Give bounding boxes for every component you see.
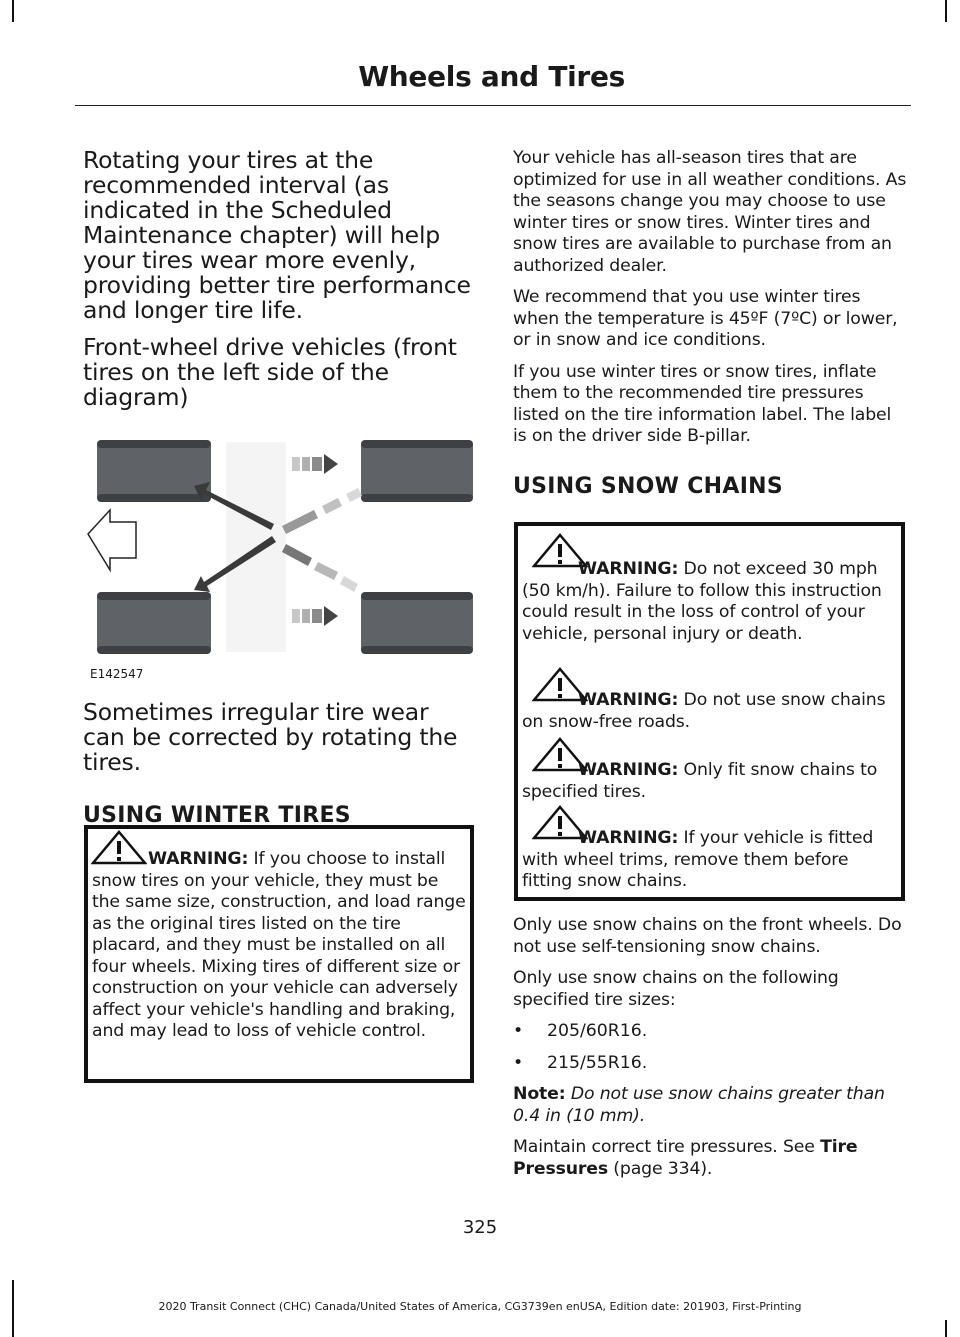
section-heading-snow-chains: USING SNOW CHAINS bbox=[513, 473, 784, 499]
forward-direction-arrow-icon bbox=[88, 510, 136, 570]
rear-left-to-front-right-arrow-icon bbox=[292, 454, 338, 474]
maintain-pressure-paragraph bbox=[513, 1137, 908, 1180]
section-heading-winter-tires: USING WINTER TIRES bbox=[83, 803, 351, 828]
warning-text-snow-free-roads bbox=[522, 690, 902, 733]
warning-text-speed bbox=[522, 559, 902, 645]
right-column bbox=[513, 148, 908, 499]
warning-body: If your vehicle is fitted with wheel trims, remove them before fitting snow chains. bbox=[522, 828, 874, 891]
diagonal-dashed-arrows-icon bbox=[282, 488, 362, 592]
note-text: Do not use snow chains greater than 0.4 in (10 mm). bbox=[513, 1084, 885, 1126]
tire-rear-right bbox=[361, 592, 473, 654]
figure-id: E142547 bbox=[90, 667, 144, 681]
bullet-icon: • bbox=[513, 1021, 524, 1041]
warning-body: Do not exceed 30 mph (50 km/h). Failure to follow this instruction could result in the loss of control of your vehicle, personal injury or death. bbox=[522, 559, 882, 644]
rear-right-to-front-right-arrow-icon bbox=[292, 606, 338, 626]
inflate-paragraph: If you use winter tires or snow tires, inflate them to the recommended tire pressures listed on the tire information label. The label is on the driver side B-pillar. bbox=[513, 361, 892, 446]
tire-front-right bbox=[361, 440, 473, 502]
header-rule bbox=[75, 105, 911, 106]
warning-body: If you choose to install snow tires on your vehicle, they must be the same size, construction, and load range as the original tires listed on the tire placard, and they must be installed on all four wheels. Mixing tires of different size or construction on your vehicle can adversely affect your vehicle's handling and braking, and may lead to loss of vehicle control. bbox=[92, 849, 466, 1041]
intro-paragraph: Rotating your tires at the recommended interval (as indicated in the Scheduled Maintenance chapter) will help your tires wear more evenly, providing better tire performance and longer tire life. bbox=[83, 146, 471, 324]
irregular-wear-paragraph: Sometimes irregular tire wear can be corrected by rotating the tires. bbox=[83, 698, 458, 776]
maintain-pressure-text: Maintain correct tire pressures. See bbox=[513, 1137, 821, 1157]
warning-label: WARNING: bbox=[578, 559, 679, 579]
warning-label: WARNING: bbox=[578, 828, 679, 848]
warning-text-wheel-trims bbox=[522, 828, 902, 893]
footer-text: 2020 Transit Connect (CHC) Canada/United States of America, CG3739en enUSA, Edition date: 201903, First-Printing bbox=[158, 1300, 802, 1313]
tire-pressures-link[interactable]: Tire Pressures bbox=[513, 1137, 858, 1179]
note-paragraph bbox=[513, 1084, 908, 1127]
bullet-icon: • bbox=[513, 1052, 524, 1073]
crop-mark-top-left bbox=[12, 0, 14, 22]
warning-label: WARNING: bbox=[578, 690, 679, 710]
page-number: 325 bbox=[462, 1217, 498, 1238]
warning-text-specified-tires bbox=[522, 760, 902, 803]
warning-label: WARNING: bbox=[148, 849, 249, 869]
warning-box-snow-chains bbox=[514, 522, 905, 901]
tire-rotation-diagram bbox=[86, 432, 476, 662]
tire-size: 205/60R16. bbox=[547, 1021, 648, 1041]
left-column-lower bbox=[83, 700, 475, 828]
tire-size: 215/55R16. bbox=[547, 1052, 648, 1073]
right-column-lower bbox=[513, 915, 908, 1190]
crop-mark-bottom-right bbox=[945, 1320, 947, 1337]
note-label: Note: bbox=[513, 1084, 566, 1104]
all-season-paragraph: Your vehicle has all-season tires that are optimized for use in all weather conditions. As the seasons change you may choose to use winter tires or snow tires. Winter tires and snow tires are available to purchase from an authorized dealer. bbox=[513, 148, 907, 276]
page-reference: (page 334). bbox=[607, 1158, 713, 1179]
list-item bbox=[513, 1053, 908, 1075]
warning-label: WARNING: bbox=[578, 760, 679, 780]
tire-front-left bbox=[97, 440, 211, 502]
list-item bbox=[513, 1021, 908, 1043]
warning-box-winter-tires bbox=[84, 825, 474, 1083]
warning-body: Only fit snow chains to specified tires. bbox=[522, 760, 878, 802]
tire-sizes-intro: Only use snow chains on the following specified tire sizes: bbox=[513, 968, 839, 1010]
front-wheel-drive-paragraph: Front-wheel drive vehicles (front tires on the left side of the diagram) bbox=[83, 333, 457, 411]
left-column bbox=[83, 148, 475, 422]
page-title: Wheels and Tires bbox=[358, 60, 625, 93]
front-wheels-paragraph: Only use snow chains on the front wheels. Do not use self-tensioning snow chains. bbox=[513, 915, 902, 957]
warning-text-winter-tires bbox=[92, 849, 467, 1043]
warning-body: Do not use snow chains on snow-free roads. bbox=[522, 690, 886, 732]
recommend-winter-paragraph: We recommend that you use winter tires when the temperature is 45ºF (7ºC) or lower, or in snow and ice conditions. bbox=[513, 287, 898, 350]
tire-rear-left bbox=[97, 592, 211, 654]
crop-mark-top-right bbox=[945, 0, 947, 22]
